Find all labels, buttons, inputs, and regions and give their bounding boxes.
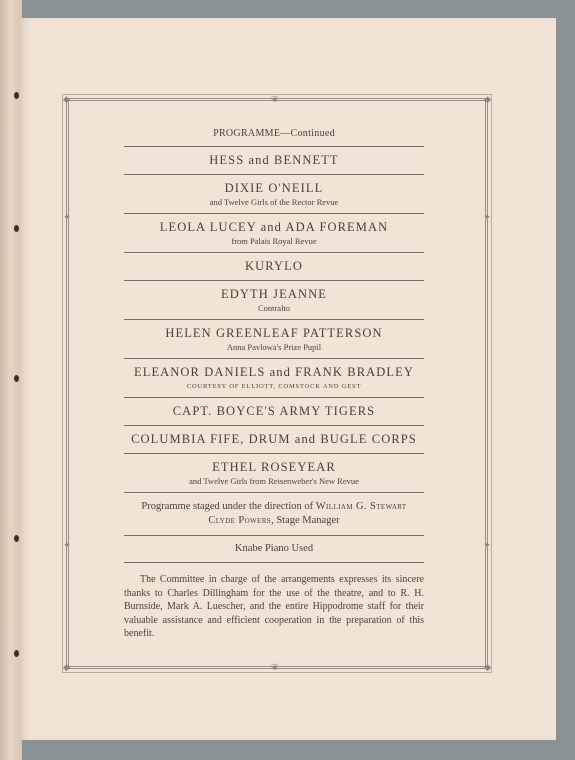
act-note: Contralto — [257, 303, 291, 313]
border-ornament-icon: ◆ — [63, 662, 70, 672]
page-binding — [0, 0, 22, 760]
act-name: EDYTH JEANNE — [221, 287, 327, 301]
act-name: DIXIE O'NEILL — [224, 181, 324, 195]
act-name: HELEN GREENLEAF PATTERSON — [165, 326, 383, 340]
programme-content — [124, 122, 424, 641]
border-ornament-icon: ❦ — [271, 662, 279, 672]
act-entry — [124, 253, 424, 280]
border-ornament-icon: ✦ — [63, 540, 71, 550]
programme-page — [20, 18, 556, 740]
act-name: LEOLA LUCEY and ADA FOREMAN — [159, 220, 389, 234]
acknowledgement-paragraph: The Committee in charge of the arrangements expresses its sincere thanks to Charles Dillingham for the use of the theatre, and to R. H. Burnside, Mark A. Luescher, and the entire Hippodrome staff for their valuable assistance and efficient cooperation in the preparation of this benefit. — [124, 574, 424, 639]
stage-manager-role: , Stage Manager — [271, 515, 340, 526]
act-entry — [124, 175, 424, 213]
act-entry — [124, 147, 424, 174]
act-entry — [124, 426, 424, 453]
act-note: from Palais Royal Revue — [231, 236, 317, 246]
act-name: CAPT. BOYCE'S ARMY TIGERS — [172, 404, 376, 418]
act-entry — [124, 214, 424, 252]
border-ornament-icon: ❦ — [271, 94, 279, 104]
border-ornament-icon: ◆ — [484, 94, 491, 104]
act-entry — [124, 320, 424, 358]
border-ornament-icon: ✦ — [483, 540, 491, 550]
act-entry — [124, 454, 424, 492]
binding-hole — [14, 92, 19, 99]
act-name: HESS and BENNETT — [209, 153, 339, 167]
act-entry — [124, 398, 424, 425]
director-name: William G. Stewart — [315, 501, 407, 512]
act-note: COURTESY OF ELLIOTT, COMSTOCK AND GEST — [186, 383, 362, 390]
act-entry — [124, 281, 424, 319]
programme-heading: PROGRAMME—Continued — [213, 128, 335, 139]
binding-hole — [14, 650, 19, 657]
binding-hole — [14, 375, 19, 382]
act-name: KURYLO — [245, 259, 303, 273]
stage-manager-name: Clyde Powers — [208, 515, 272, 526]
piano-credit: Knabe Piano Used — [234, 543, 314, 554]
act-name: ELEANOR DANIELS and FRANK BRADLEY — [133, 365, 415, 379]
act-entry — [124, 359, 424, 397]
act-note: and Twelve Girls from Reisenweber's New Revue — [189, 476, 359, 486]
staging-credit — [124, 493, 424, 535]
border-ornament-icon: ✦ — [483, 212, 491, 222]
border-ornament-icon: ✦ — [63, 212, 71, 222]
act-note: and Twelve Girls of the Rector Revue — [209, 197, 339, 207]
act-note: Anna Pavlowa's Prize Pupil — [226, 342, 322, 352]
act-name: COLUMBIA FIFE, DRUM and BUGLE CORPS — [131, 432, 417, 446]
border-ornament-icon: ◆ — [484, 662, 491, 672]
binding-hole — [14, 535, 19, 542]
staging-prefix: Programme staged under the direction of — [141, 501, 314, 512]
border-ornament-icon: ◆ — [63, 94, 70, 104]
act-name: ETHEL ROSEYEAR — [212, 460, 336, 474]
binding-hole — [14, 225, 19, 232]
